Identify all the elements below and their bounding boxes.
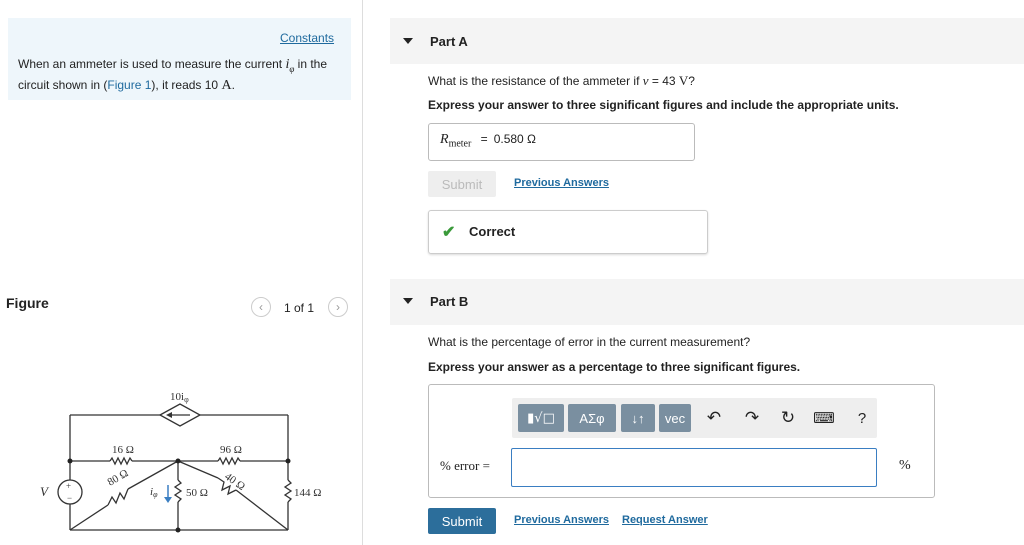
reset-icon[interactable]: ↻ (780, 408, 796, 427)
part-b-previous-answers-link[interactable]: Previous Answers (514, 514, 609, 526)
keyboard-icon[interactable]: ⌨ (813, 410, 835, 427)
part-a-submit-button: Submit (428, 171, 496, 197)
resistor-80 (108, 489, 128, 505)
resistor-50 (175, 480, 181, 502)
r4-label: 40 Ω (222, 470, 248, 494)
intro-text-3: ), it reads 10 (151, 77, 222, 92)
part-a-answer: $R_{meter} = 0.580$ Ω (440, 132, 537, 150)
redo-icon[interactable]: ↷ (744, 408, 760, 427)
collapse-arrow-icon[interactable] (403, 38, 413, 44)
intro-text-2: in the circuit shown in ( (18, 57, 328, 92)
r5-label: 50 Ω (186, 487, 208, 499)
panel-divider (362, 0, 363, 545)
problem-intro-text (18, 56, 338, 94)
circuit-diagram (30, 380, 350, 545)
resistor-96 (218, 458, 240, 464)
source-label: V (40, 484, 48, 499)
next-figure-button[interactable] (328, 297, 348, 317)
constants-link[interactable]: Constants (280, 31, 335, 45)
fraction-radical-icon: ▮√□ (527, 410, 555, 426)
subscript-button[interactable]: ↓↑ (621, 404, 655, 432)
part-b-submit-button[interactable]: Submit (428, 508, 496, 534)
current-label: iφ (150, 486, 158, 499)
figure-title: Figure (6, 295, 49, 311)
percent-unit: % (899, 458, 911, 473)
figure-pager-label: 1 of 1 (284, 301, 315, 315)
intro-unit: A (221, 77, 232, 93)
undo-icon[interactable]: ↶ (706, 408, 722, 427)
r2-label: 96 Ω (220, 444, 242, 456)
chevron-left-icon: ‹ (259, 300, 263, 314)
part-b-question: What is the percentage of error in the current measurement? (428, 335, 751, 349)
part-a-title: Part A (430, 34, 468, 49)
prev-figure-button[interactable] (251, 297, 271, 317)
current-variable: $i_\varphi$ (285, 57, 295, 74)
intro-end: . (231, 77, 235, 92)
checkmark-icon: ✔ (442, 224, 456, 241)
figure-link[interactable]: Figure 1 (107, 77, 152, 92)
help-button[interactable]: ? (857, 409, 867, 427)
request-answer-link[interactable]: Request Answer (622, 514, 708, 526)
dep-source-label: 10iφ (170, 391, 189, 404)
r3-label: 80 Ω (105, 467, 131, 489)
intro-text-1: When an ammeter is used to measure the current (18, 57, 286, 71)
part-b-instruction: Express your answer as a percentage to three significant figures. (428, 360, 801, 374)
part-a-instruction: Express your answer to three significant figures and include the appropriate units. (428, 98, 899, 112)
part-b-title: Part B (430, 294, 469, 309)
plus-label: + (66, 481, 72, 491)
part-a-header[interactable] (390, 18, 1024, 64)
r1-label: 16 Ω (112, 444, 134, 456)
collapse-arrow-icon[interactable] (403, 298, 413, 304)
templates-button[interactable] (518, 404, 564, 432)
chevron-right-icon: › (336, 300, 340, 314)
vector-button[interactable]: vec (659, 404, 691, 432)
correct-label: Correct (469, 224, 516, 239)
resistor-16 (110, 458, 132, 464)
percent-error-label: % error = (440, 458, 490, 473)
minus-label: − (67, 493, 73, 503)
percent-error-input[interactable] (511, 448, 877, 487)
greek-symbols-button[interactable]: ΑΣφ (568, 404, 616, 432)
part-a-previous-answers-link[interactable]: Previous Answers (514, 177, 609, 189)
resistor-144 (285, 480, 291, 502)
part-a-question: What is the resistance of the ammeter if v = 43 V? (428, 73, 695, 88)
part-b-header[interactable] (390, 279, 1024, 325)
r6-label: 144 Ω (294, 487, 322, 499)
